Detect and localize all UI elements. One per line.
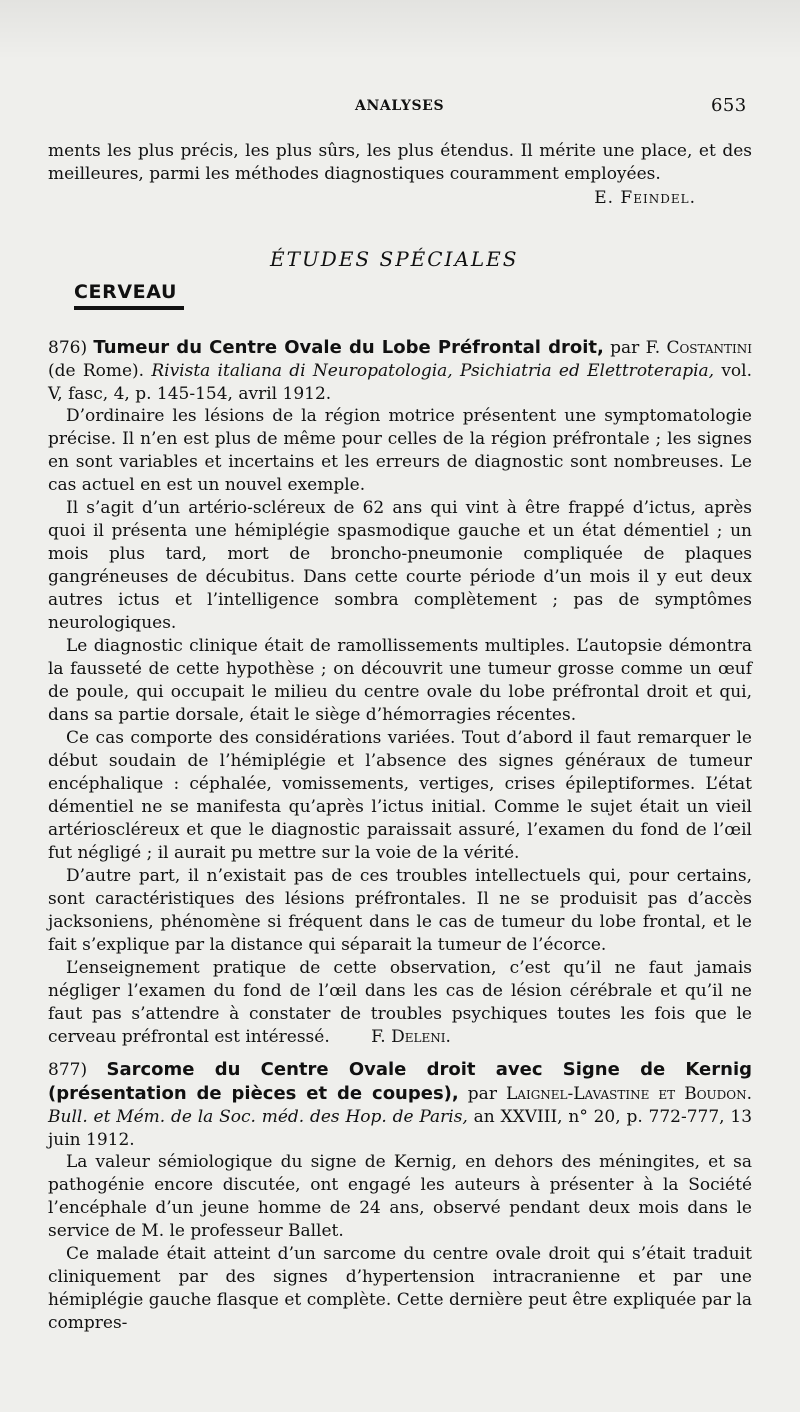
- article-876-heading: [48, 336, 752, 406]
- intro-text: ments les plus précis, les plus sûrs, les plus étendus. Il mérite une place, et des meilleures, parmi les méthodes diagnostiques couramment employées.: [48, 141, 752, 184]
- article-876-paragraph-2: Il s’agit d’un artério-scléreux de 62 ans qui vint à être frappé d’ictus, après quoi il présenta une hémiplégie spasmodique gauche et un état démentiel ; un mois plus tard, mort de broncho-pneumonie compliquée de plaques gangréneuses de décubitus. Dans cette courte période d’un mois il y eut deux autres ictus et l’intelligence sombra complètement ; pas de symptômes neurologiques.: [48, 498, 752, 633]
- article-876-journal: Rivista italiana di Neuropatologia, Psichiatria ed Elettroterapia,: [151, 361, 715, 381]
- subsection-rule: [74, 306, 184, 310]
- subsection-title: CERVEAU: [74, 281, 177, 303]
- article-877-heading: [48, 1058, 752, 1152]
- page-number: 653: [711, 95, 747, 116]
- article-877-title: Sarcome du Centre Ovale droit avec Signe de Kernig (présentation de pièces et de coupes),: [48, 1059, 752, 1104]
- intro-paragraph: [48, 140, 752, 186]
- article-876-body: [48, 405, 752, 1049]
- article-876-paragraph-6-text: L’enseignement pratique de cette observation, c’est qu’il ne faut jamais négliger l’examen du fond de l’œil dans les cas de lésion cérébrale et qu’il ne faut pas s’attendre à constater de troubles psychiques toutes les fois que le cerveau préfrontal est intéressé.: [48, 958, 752, 1047]
- article-876-paragraph-5: D’autre part, il n’existait pas de ces troubles intellectuels qui, pour certains, sont caractéristiques des lésions préfrontales. Il ne se produisit pas d’accès jacksoniens, phénomène si fréquent dans le cas de tumeur du lobe frontal, et le fait s’explique par la distance qui séparait la tumeur de l’écorce.: [48, 866, 752, 955]
- section-title: ÉTUDES SPÉCIALES: [270, 247, 519, 271]
- article-876-author: F. Costantini: [645, 338, 753, 358]
- article-877-paragraph-2: Ce malade était atteint d’un sarcome du centre ovale droit qui s’était traduit cliniquement par des signes d’hypertension intracranienne et par une hémiplégie gauche flasque et complète. Cette dernière peut être expliquée par la compres-: [48, 1244, 752, 1333]
- article-876-paragraph-1: D’ordinaire les lésions de la région motrice présentent une symptomatologie précise. Il n’en est plus de même pour celles de la région préfrontale ; les signes en sont variables et incertains et les erreurs de diagnostic sont nombreuses. Le cas actuel en est un nouvel exemple.: [48, 406, 752, 495]
- article-876-title: Tumeur du Centre Ovale du Lobe Préfrontal droit,: [93, 337, 604, 358]
- article-877-paragraph-1: La valeur sémiologique du signe de Kernig, en dehors des méningites, et sa pathogénie encore discutée, ont engagé les auteurs à présenter à la Société l’encéphale d’un jeune homme de 24 ans, observé pendant deux mois dans le service de M. le professeur Ballet.: [48, 1152, 752, 1241]
- article-877-citation: an XXVIII, n° 20, p. 772-777, 13 juin 1912.: [48, 1107, 753, 1150]
- article-876-affiliation: (de Rome).: [48, 361, 145, 381]
- article-876-paragraph-4: Ce cas comporte des considérations variées. Tout d’abord il faut remarquer le début soudain de l’hémiplégie et l’absence des signes généraux de tumeur encéphalique : céphalée, vomissements, vertiges, crises épileptiformes. L’état démentiel ne se manifesta qu’après l’ictus initial. Comme le sujet était un vieil artérioscléreux et que le diagnostic paraissait assuré, l’examen du fond de l’œil fut négligé ; il aurait pu mettre sur la voie de la vérité.: [48, 728, 752, 863]
- article-876-number: 876): [48, 338, 88, 358]
- article-877-body: [48, 1151, 752, 1335]
- article-876-paragraph-6: [48, 957, 752, 1049]
- intro-signature: E. Feindel.: [594, 188, 696, 208]
- article-876-paragraph-3: Le diagnostic clinique était de ramollissements multiples. L’autopsie démontra la fausseté de cette hypothèse ; on découvrit une tumeur grosse comme un œuf de poule, qui occupait le milieu du centre ovale du lobe préfrontal droit et qui, dans sa partie dorsale, était le siège d’hémorragies récentes.: [48, 636, 752, 725]
- article-876-author-prefix: par: [610, 338, 640, 358]
- article-877-authors: Laignel-Lavastine et Boudon.: [506, 1084, 753, 1104]
- article-877-journal: Bull. et Mém. de la Soc. méd. des Hop. de Paris,: [48, 1107, 468, 1127]
- article-877-number: 877): [48, 1060, 88, 1080]
- article-877-author-prefix: par: [467, 1084, 497, 1104]
- running-title: ANALYSES: [355, 98, 445, 114]
- scan-edge-shadow: [0, 0, 800, 60]
- article-876-signature: F. Deleni.: [371, 1027, 451, 1047]
- article-876-citation: vol. V, fasc, 4, p. 145-154, avril 1912.: [48, 361, 752, 404]
